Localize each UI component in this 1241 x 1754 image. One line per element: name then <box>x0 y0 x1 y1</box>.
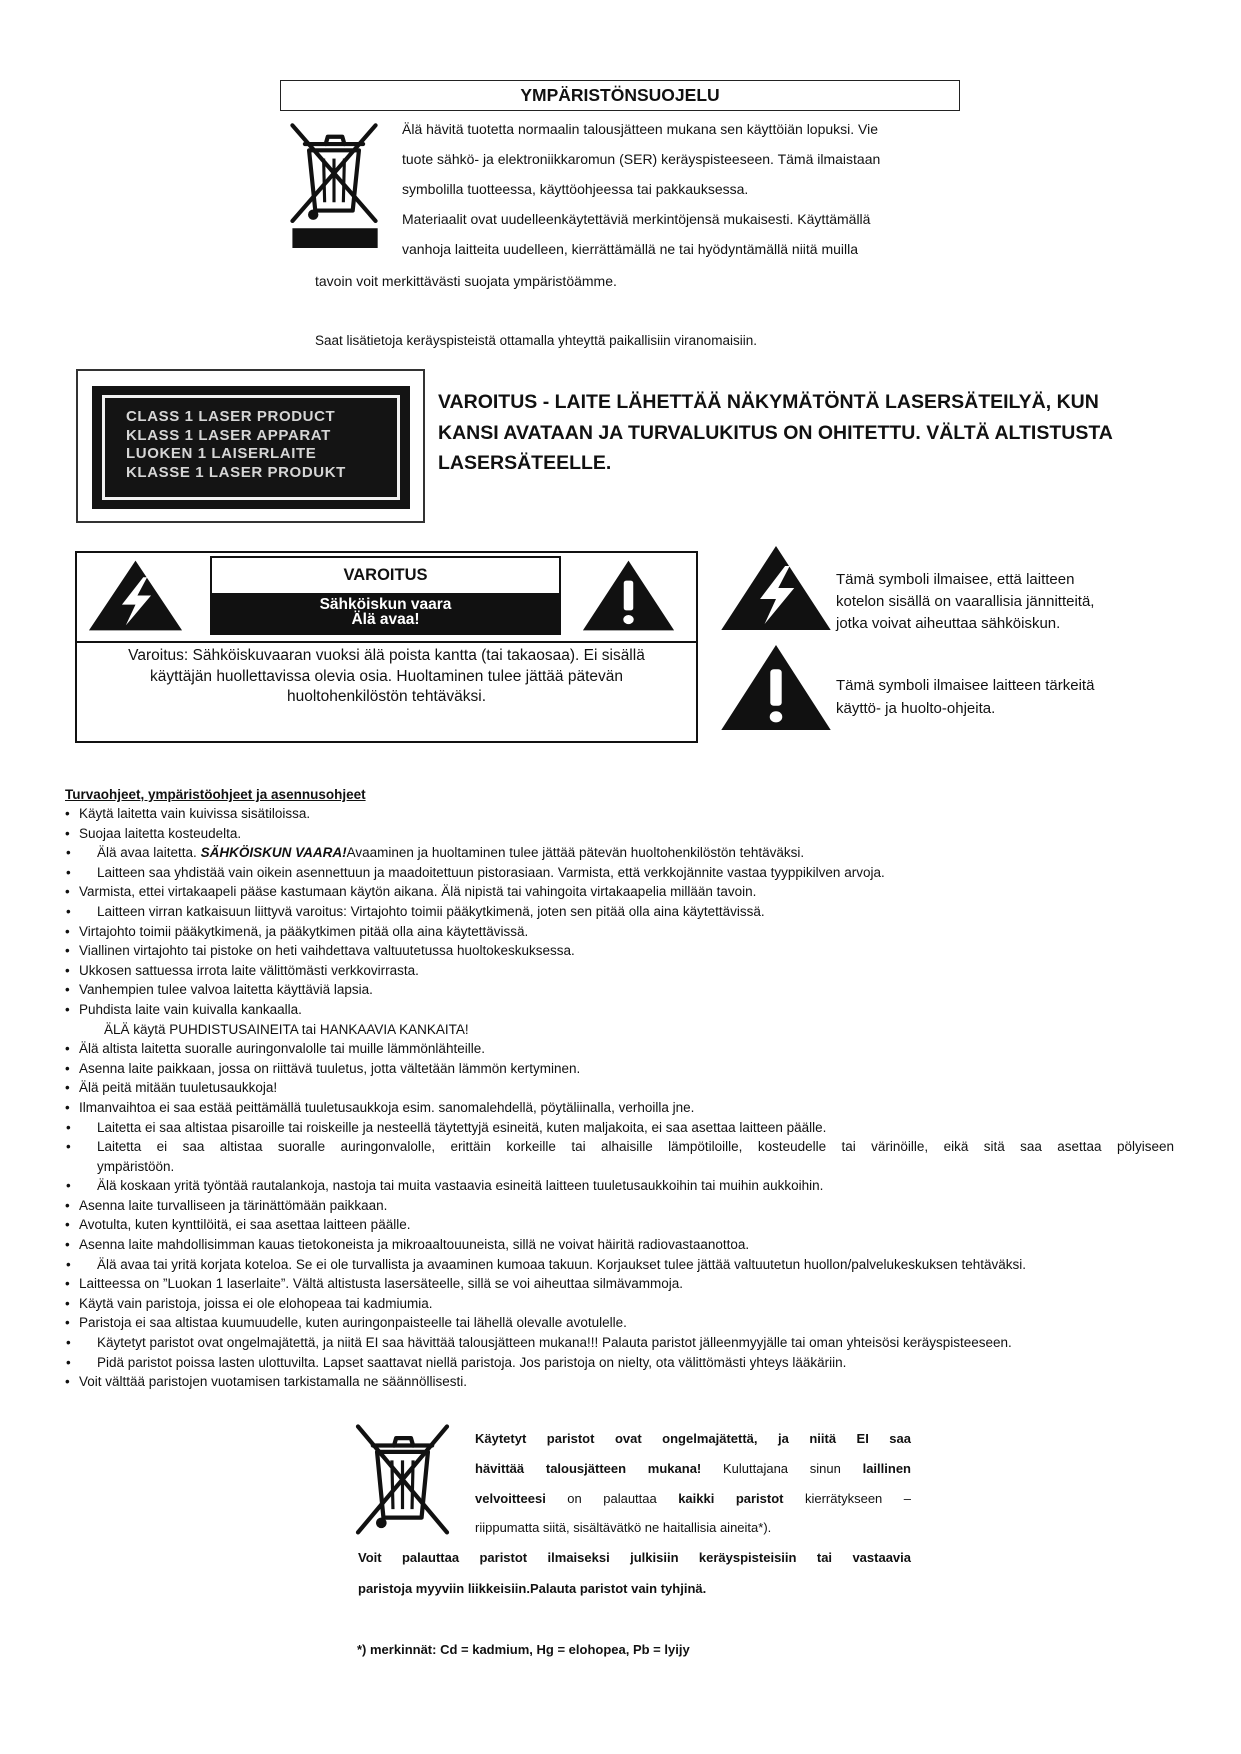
description-line: kotelon sisällä on vaarallisia jännitteitä, <box>836 593 1095 610</box>
list-item <box>0 1313 1241 1333</box>
list-item-text: ympäristöön. <box>97 1158 175 1174</box>
list-item <box>0 1039 1241 1059</box>
list-item-text: • Avotulta, kuten kynttilöitä, ei saa asettaa laitteen päälle. <box>79 1217 411 1233</box>
battery-line: paristoja myyviin liikkeisiin.Palauta paristot vain tyhjinä. <box>358 1580 707 1596</box>
environment-line: tuote sähkö- ja elektroniikkaromun (SER) keräyspisteeseen. Tämä ilmaistaan <box>402 151 881 167</box>
list-item <box>0 1353 1241 1373</box>
list-item-text: • Laitteen saa yhdistää vain oikein asennettuun ja maadoitettuun pistorasiaan. Varmista, että verkkojännite vastaa tyyppikilven arvoja. <box>97 864 885 880</box>
list-item-text: • Asenna laite paikkaan, jossa on riittävä tuuletus, jotta vältetään lämmön kertyminen. <box>79 1060 581 1076</box>
list-item-text: • Käytä laitetta vain kuivissa sisätiloissa. <box>79 806 311 821</box>
list-item-text: • Asenna laite turvalliseen ja tärinättömään paikkaan. <box>79 1197 388 1213</box>
list-item-text: • Laitetta ei saa altistaa pisaroille tai roiskeille ja nesteellä täytettyjä esineitä, kuten maljakoita, ei saa asettaa laitteen päälle. <box>97 1119 827 1135</box>
battery-segment: laillinen <box>862 1460 911 1476</box>
laser-label-line: KLASSE 1 LASER PRODUKT <box>126 464 346 482</box>
list-item-text: • Paristoja ei saa altistaa kuumuudelle, kuten auringonpaisteelle tai lähellä olevalle avotulelle. <box>79 1315 627 1331</box>
battery-line: riippumatta siitä, sisältävätkö ne haitallisia aineita*). <box>475 1520 772 1536</box>
list-item <box>0 1176 1241 1196</box>
lightning-warning-icon <box>87 559 184 632</box>
battery-line <box>475 1484 911 1514</box>
list-item-text: • Käytä vain paristoja, joissa ei ole elohopeaa tai kadmiumia. <box>79 1295 433 1311</box>
list-item <box>0 1196 1241 1216</box>
list-item-text: ÄLÄ käytä PUHDISTUSAINEITA tai HANKAAVIA KANKAITA! <box>104 1021 469 1037</box>
list-item-text: • Älä altista laitetta suoralle auringonvalolle tai muille lämmönlähteille. <box>79 1041 485 1057</box>
list-item <box>0 1372 1241 1392</box>
environment-title: YMPÄRISTÖNSUOJELU <box>280 80 960 111</box>
laser-warning-line: KANSI AVATAAN JA TURVALUKITUS ON OHITETTU. VÄLTÄ ALTISTUSTA <box>438 421 1113 444</box>
environment-more-info: Saat lisätietoja keräyspisteistä ottamalla yhteyttä paikallisiin viranomaisiin. <box>315 333 757 348</box>
banner-line: Älä avaa! <box>351 610 420 628</box>
description-line: jotka voivat aiheuttaa sähköiskun. <box>836 615 1061 632</box>
list-item-text: • Laitteen virran katkaisuun liittyvä varoitus: Virtajohto toimii pääkytkimenä, joten sen pitää olla aina käytettävissä. <box>97 903 765 919</box>
banner-black-area <box>212 593 559 633</box>
battery-segment: on palauttaa <box>545 1490 679 1506</box>
list-item-text: • Älä peitä mitään tuuletusaukkoja! <box>79 1080 278 1096</box>
list-item-continuation <box>0 1157 1241 1177</box>
list-item-text: • Asenna laite mahdollisimman kauas tietokoneista ja mikroaaltouuneista, sillä ne voivat häiritä radiovastaanottoa. <box>79 1237 750 1253</box>
battery-return-notice <box>358 1543 911 1604</box>
list-item <box>0 922 1241 942</box>
battery-segment: velvoitteesi <box>475 1490 546 1506</box>
description-line: käyttö- ja huolto-ohjeita. <box>836 700 996 717</box>
exclamation-warning-icon <box>581 559 676 632</box>
list-item <box>0 961 1241 981</box>
shock-warning-line: käyttäjän huollettavissa olevia osia. Huoltaminen tulee jättää pätevän <box>149 667 624 685</box>
list-item <box>0 1000 1241 1020</box>
environment-line: symbolilla tuotteessa, käyttöohjeessa tai pakkauksessa. <box>402 181 749 197</box>
battery-segment: kaikki paristot <box>678 1490 784 1506</box>
battery-line: Käytetyt paristot ovat ongelmajätettä, ja niitä EI saa <box>475 1431 911 1446</box>
list-item <box>0 1255 1241 1275</box>
list-item-text: • Varmista, ettei virtakaapeli pääse kastumaan käytön aikana. Älä nipistä tai vahingoita virtakaapelia millään tavoin. <box>79 884 757 900</box>
list-item-text: • Ukkosen sattuessa irrota laite välittömästi verkkovirrasta. <box>79 962 419 978</box>
laser-warning-line: VAROITUS - LAITE LÄHETTÄÄ NÄKYMÄTÖNTÄ LASERSÄTEILYÄ, KUN <box>438 391 1099 413</box>
environment-line: tavoin voit merkittävästi suojata ympäristöämme. <box>315 273 617 289</box>
list-item-text: • Laitteessa on ”Luokan 1 laserlaite”. Vältä altistusta lasersäteelle, sillä se voi aiheuttaa silmävammoja. <box>79 1276 684 1292</box>
shock-warning-line: Varoitus: Sähköiskuvaaran vuoksi älä poista kantta (tai takaosaa). Ei sisällä <box>128 647 645 664</box>
list-item <box>0 1235 1241 1255</box>
crossed-wheelie-bin-icon <box>349 1418 456 1543</box>
list-item <box>0 980 1241 1000</box>
list-item-text: • Virtajohto toimii pääkytkimenä, ja pääkytkimen pitää olla aina käytettävissä. <box>79 923 529 939</box>
divider <box>77 641 696 643</box>
safety-list <box>0 804 1241 1392</box>
list-item <box>0 824 1241 844</box>
list-item <box>0 1215 1241 1235</box>
battery-segment: hävittää talousjätteen mukana! <box>475 1460 702 1476</box>
list-item-text: • Vanhempien tulee valvoa laitetta käyttäviä lapsia. <box>79 982 373 998</box>
list-item <box>0 1078 1241 1098</box>
laser-label-line: LUOKEN 1 LAISERLAITE <box>126 445 317 463</box>
list-item-text: • Älä avaa tai yritä korjata koteloa. Se ei ole turvallista ja avaaminen kumoaa takuun. Korjaukset tulee jättää valtuutetun huollon/palvelukeskuksen tehtäväksi. <box>97 1256 1027 1272</box>
shock-warning-line: huoltohenkilöstön tehtäväksi. <box>286 688 487 705</box>
list-item <box>0 843 1241 863</box>
list-item <box>0 1098 1241 1118</box>
list-item <box>0 902 1241 922</box>
list-item <box>0 1274 1241 1294</box>
battery-segment: kierrätykseen – <box>783 1490 911 1506</box>
shock-warning-banner <box>210 556 561 635</box>
environment-paragraph <box>402 114 880 264</box>
list-item-text: • Ilmanvaihtoa ei saa estää peittämällä tuuletusaukkoja esim. sanomalehdellä, pöytäliinalla, verhoilla jne. <box>79 1099 695 1115</box>
list-item-text <box>97 843 804 863</box>
battery-line <box>475 1454 911 1484</box>
list-item <box>0 1333 1241 1353</box>
description-line: Tämä symboli ilmaisee, että laitteen <box>836 571 1075 588</box>
description-line: Tämä symboli ilmaisee laitteen tärkeitä <box>836 677 1095 694</box>
list-item-text: • Viallinen virtajohto tai pistoke on heti vaihdettava valtuutetussa huoltokeskuksessa. <box>79 943 575 959</box>
list-item-text: • Voit välttää paristojen vuotamisen tarkistamalla ne säännöllisesti. <box>79 1374 467 1390</box>
shock-warning-label <box>75 551 698 743</box>
battery-line: Voit palauttaa paristot ilmaiseksi julkisiin keräyspisteisiin tai vastaavia <box>358 1550 911 1565</box>
exclamation-symbol-description <box>836 674 1094 720</box>
list-item-text: • Puhdista laite vain kuivalla kankaalla. <box>79 1001 302 1017</box>
list-item-text: • Laitetta ei saa altistaa suoralle auringonvalolle, erittäin korkeille tai alhaisille lämpötiloille, kosteudelle tai värinöille, eikä sitä saa asettaa pölyiseen <box>97 1139 1174 1155</box>
list-item <box>0 1118 1241 1138</box>
list-item <box>0 804 1241 824</box>
battery-segment: Kuluttajana sinun <box>701 1460 863 1476</box>
exclamation-symbol-icon <box>719 643 833 732</box>
battery-notice <box>475 1424 911 1543</box>
shock-warning-text <box>77 646 696 708</box>
banner-line: Sähköiskun vaara <box>319 596 452 613</box>
laser-label-line: KLASS 1 LASER APPARAT <box>126 426 331 444</box>
laser-label-text <box>126 408 346 483</box>
list-item-lead: Älä avaa laitetta. <box>97 845 201 861</box>
list-item <box>0 863 1241 883</box>
environment-line: Materiaalit ovat uudelleenkäytettäviä merkintöjensä mukaisesti. Käyttämällä <box>402 211 871 227</box>
lightning-symbol-description <box>836 569 1094 635</box>
list-item <box>0 1137 1241 1157</box>
crossed-wheelie-bin-icon <box>282 117 386 248</box>
environment-line: vanhoja laitteita uudelleen, kierrättämällä ne tai hyödyntämällä niitä muilla <box>402 241 859 257</box>
list-item <box>0 1020 1241 1040</box>
environment-line: Älä hävitä tuotetta normaalin talousjätteen mukana sen käyttöiän lopuksi. Vie <box>402 121 879 137</box>
list-item-text: • Pidä paristot poissa lasten ulottuvilta. Lapset saattavat niellä paristoja. Jos paristoja on nielty, ota välittömästi yhteys lääkäriin. <box>97 1354 847 1370</box>
battery-footnote: *) merkinnät: Cd = kadmium, Hg = elohopea, Pb = lyijy <box>357 1642 690 1657</box>
laser-label-line: CLASS 1 LASER PRODUCT <box>126 408 336 425</box>
list-item <box>0 1294 1241 1314</box>
list-item <box>0 1059 1241 1079</box>
laser-warning-line: LASERSÄTEELLE. <box>438 452 612 474</box>
list-item-text: • Suojaa laitetta kosteudelta. <box>79 825 242 841</box>
banner-heading: VAROITUS <box>343 566 428 584</box>
list-item <box>0 882 1241 902</box>
safety-heading: Turvaohjeet, ympäristöohjeet ja asennusohjeet <box>65 787 366 802</box>
list-item-text: • Käytetyt paristot ovat ongelmajätettä, ja niitä EI saa hävittää talousjätteen mukana!!! Palauta paristot jälleenmyyjälle tai oman yhteisösi keräyspisteeseen. <box>97 1335 1012 1351</box>
shock-danger-emphasis: SÄHKÖISKUN VAARA! <box>200 845 347 861</box>
list-item-rest: Avaaminen ja huoltaminen tulee jättää pätevän huoltohenkilöstön tehtäväksi. <box>346 845 805 861</box>
list-item <box>0 941 1241 961</box>
list-item-text: • Älä koskaan yritä työntää rautalankoja, nastoja tai muita vastaavia esineitä laitteen tuuletusaukkoihin tai muihin aukkoihin. <box>97 1178 824 1194</box>
laser-warning-text <box>438 387 1113 479</box>
lightning-symbol-icon <box>719 544 833 632</box>
